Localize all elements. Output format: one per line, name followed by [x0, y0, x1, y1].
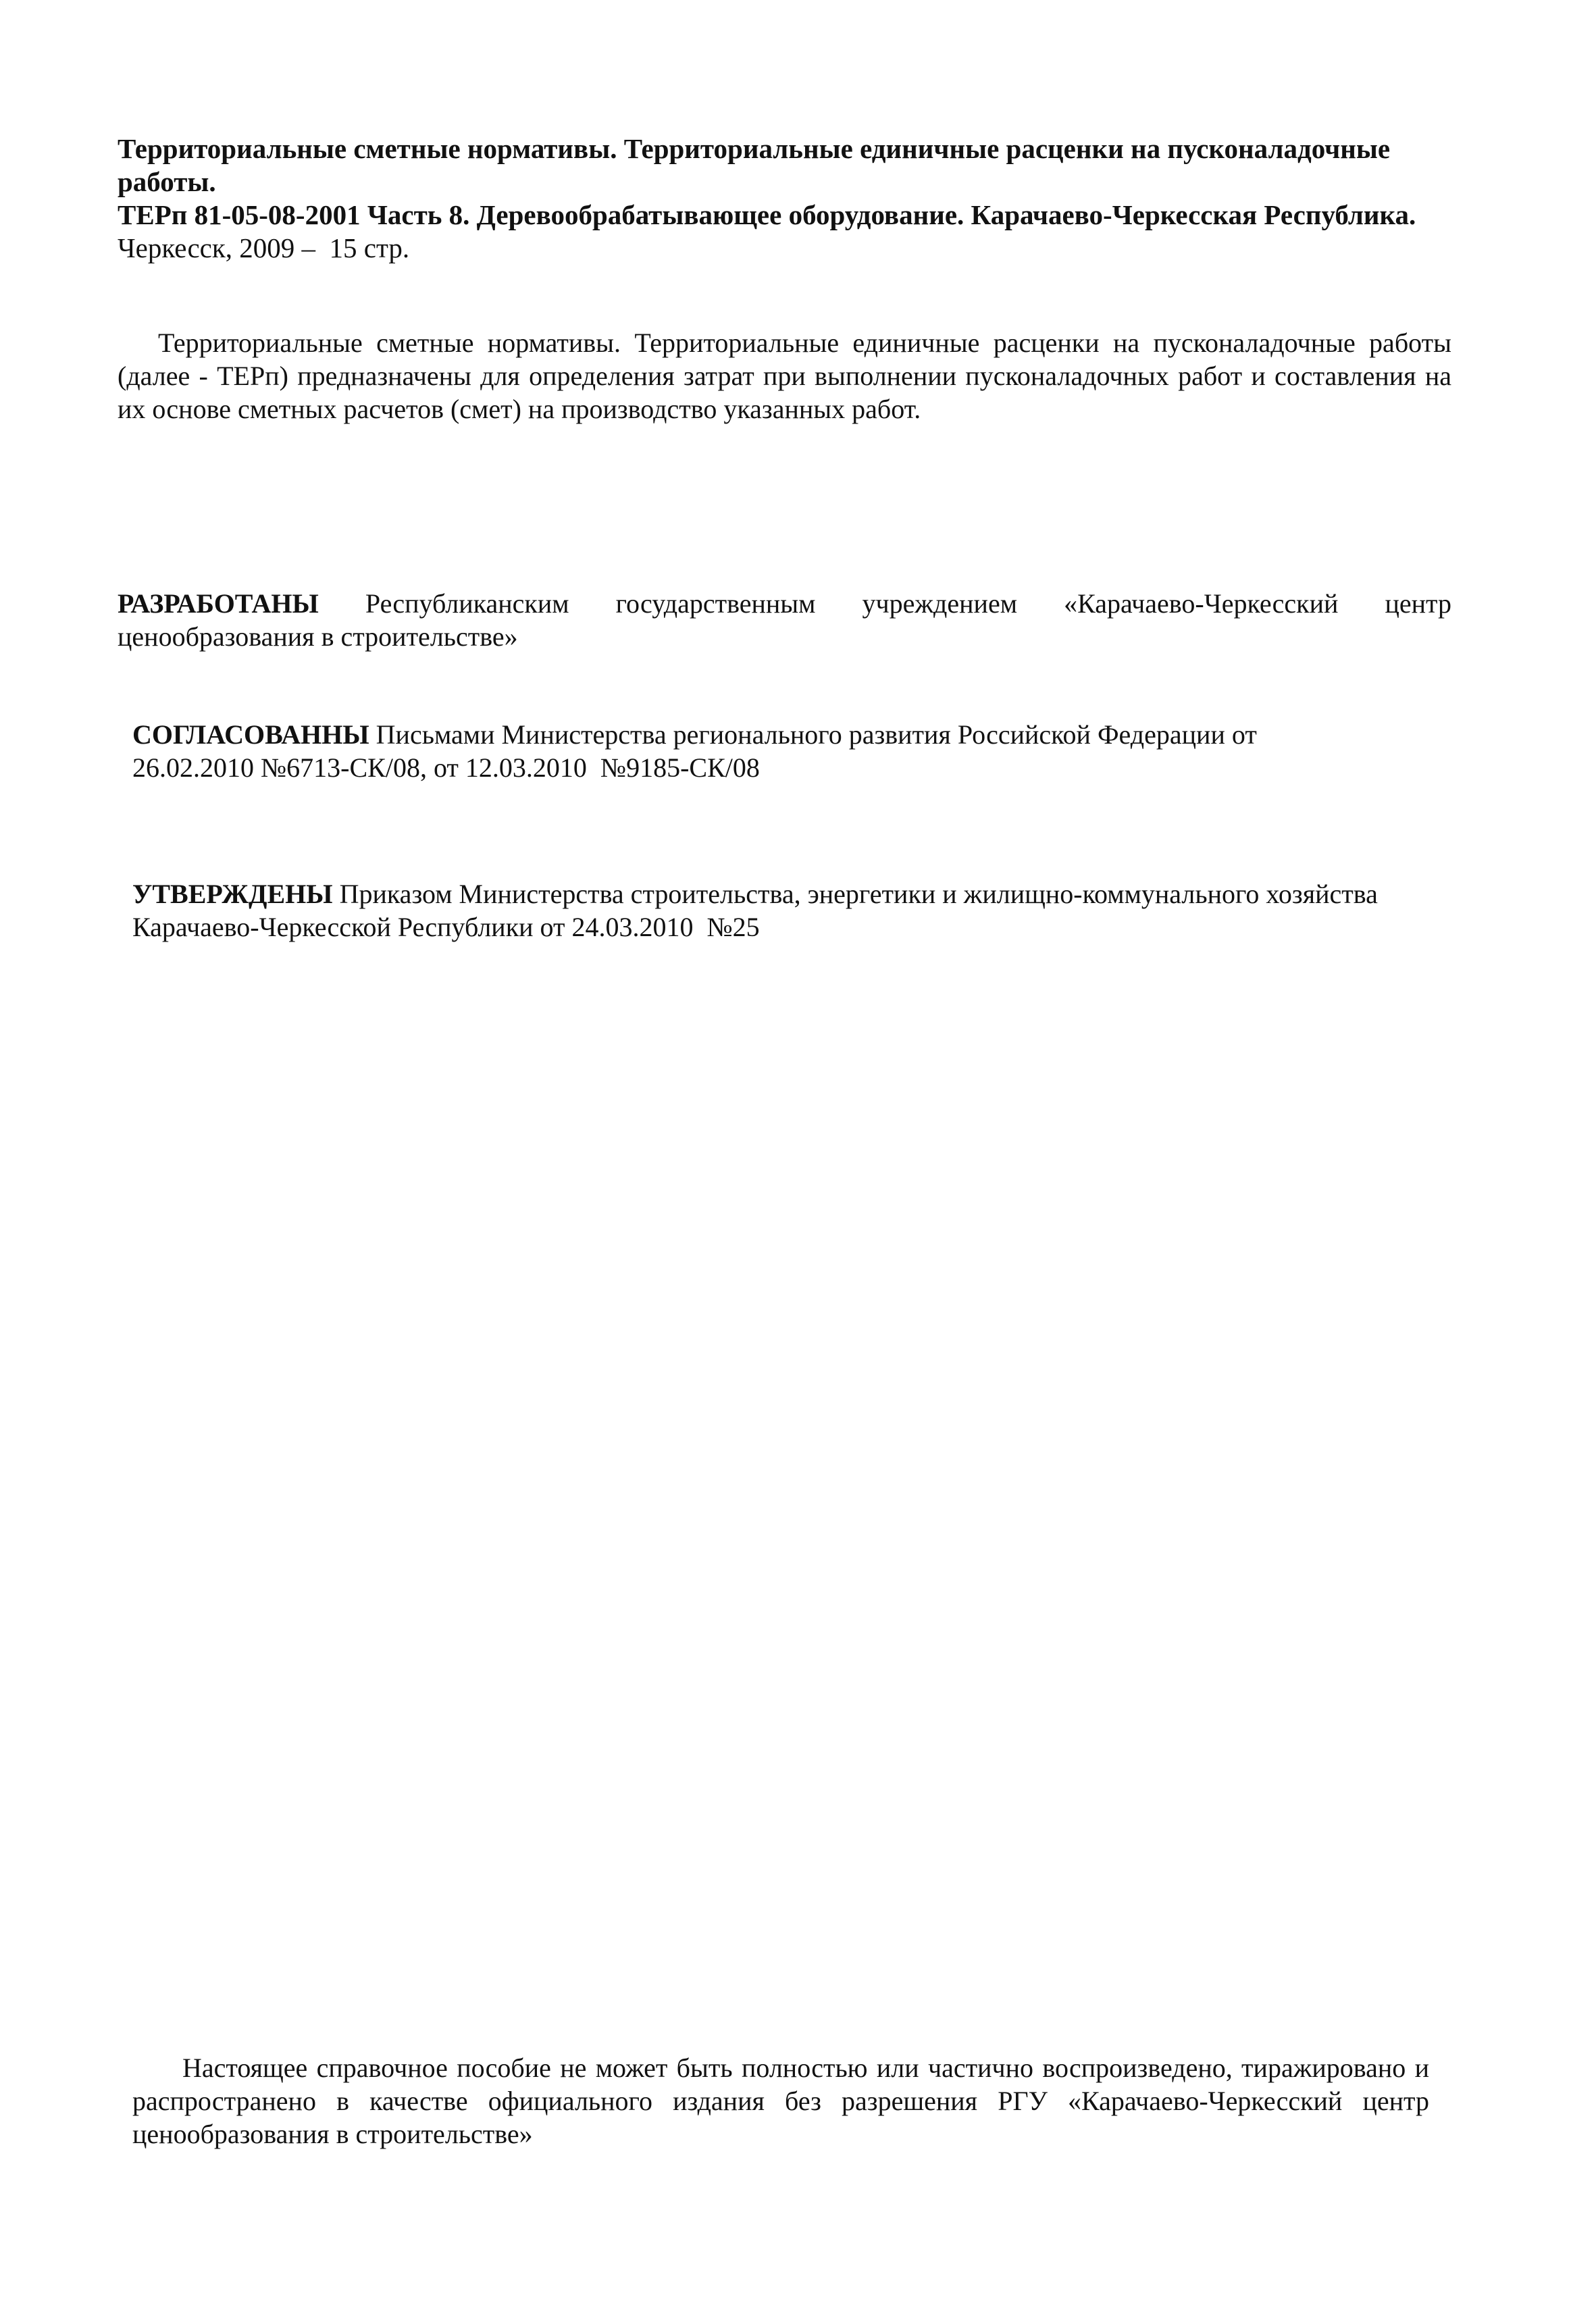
developed-by-text-line2: ценообразования в строительстве»	[118, 621, 518, 652]
agreed-text-line1: Письмами Министерства регионального развития Российской Федерации от	[376, 719, 1257, 750]
document-title: Территориальные сметные нормативы. Территориальные единичные расценки на пусконаладочные работы.	[118, 133, 1391, 197]
approved-section	[132, 877, 1456, 944]
agreed-section	[132, 718, 1456, 784]
intro-paragraph: Территориальные сметные нормативы. Территориальные единичные расценки на пусконаладочные работы (далее - ТЕРп) предназначены для определения затрат при выполнении пусконаладочных работ и составления на их основе сметных расчетов (смет) на производство указанных работ.	[118, 328, 1451, 424]
developed-by-line1	[118, 587, 1451, 620]
agreed-text-line2: 26.02.2010 №6713-СК/08, от 12.03.2010 №9185-СК/08	[132, 752, 760, 783]
approved-text-line1: Приказом Министерства строительства, энергетики и жилищно-коммунального хозяйства	[339, 879, 1378, 909]
approved-text-line2: Карачаево-Черкесской Республики от 24.03.2010 №25	[132, 912, 760, 942]
document-header	[118, 132, 1468, 265]
developed-by-text-line1: Республиканским государственным учреждением «Карачаево-Черкесский центр	[365, 588, 1451, 619]
agreed-label: СОГЛАСОВАННЫ	[132, 719, 369, 750]
document-code-title: ТЕРп 81-05-08-2001 Часть 8. Деревообрабатывающее оборудование. Карачаево-Черкесская Республика.	[118, 199, 1416, 230]
developed-by-label: РАЗРАБОТАНЫ	[118, 588, 319, 619]
imprint-line: Черкесск, 2009 – 15 стр.	[118, 232, 410, 263]
copyright-notice: Настоящее справочное пособие не может быть полностью или частично воспроизведено, тиражировано и распространено в качестве официального издания без разрешения РГУ «Карачаево-Черкесский центр ценообразования в строительстве»	[132, 2053, 1429, 2149]
approved-label: УТВЕРЖДЕНЫ	[132, 879, 333, 909]
developed-by-section	[118, 587, 1451, 653]
